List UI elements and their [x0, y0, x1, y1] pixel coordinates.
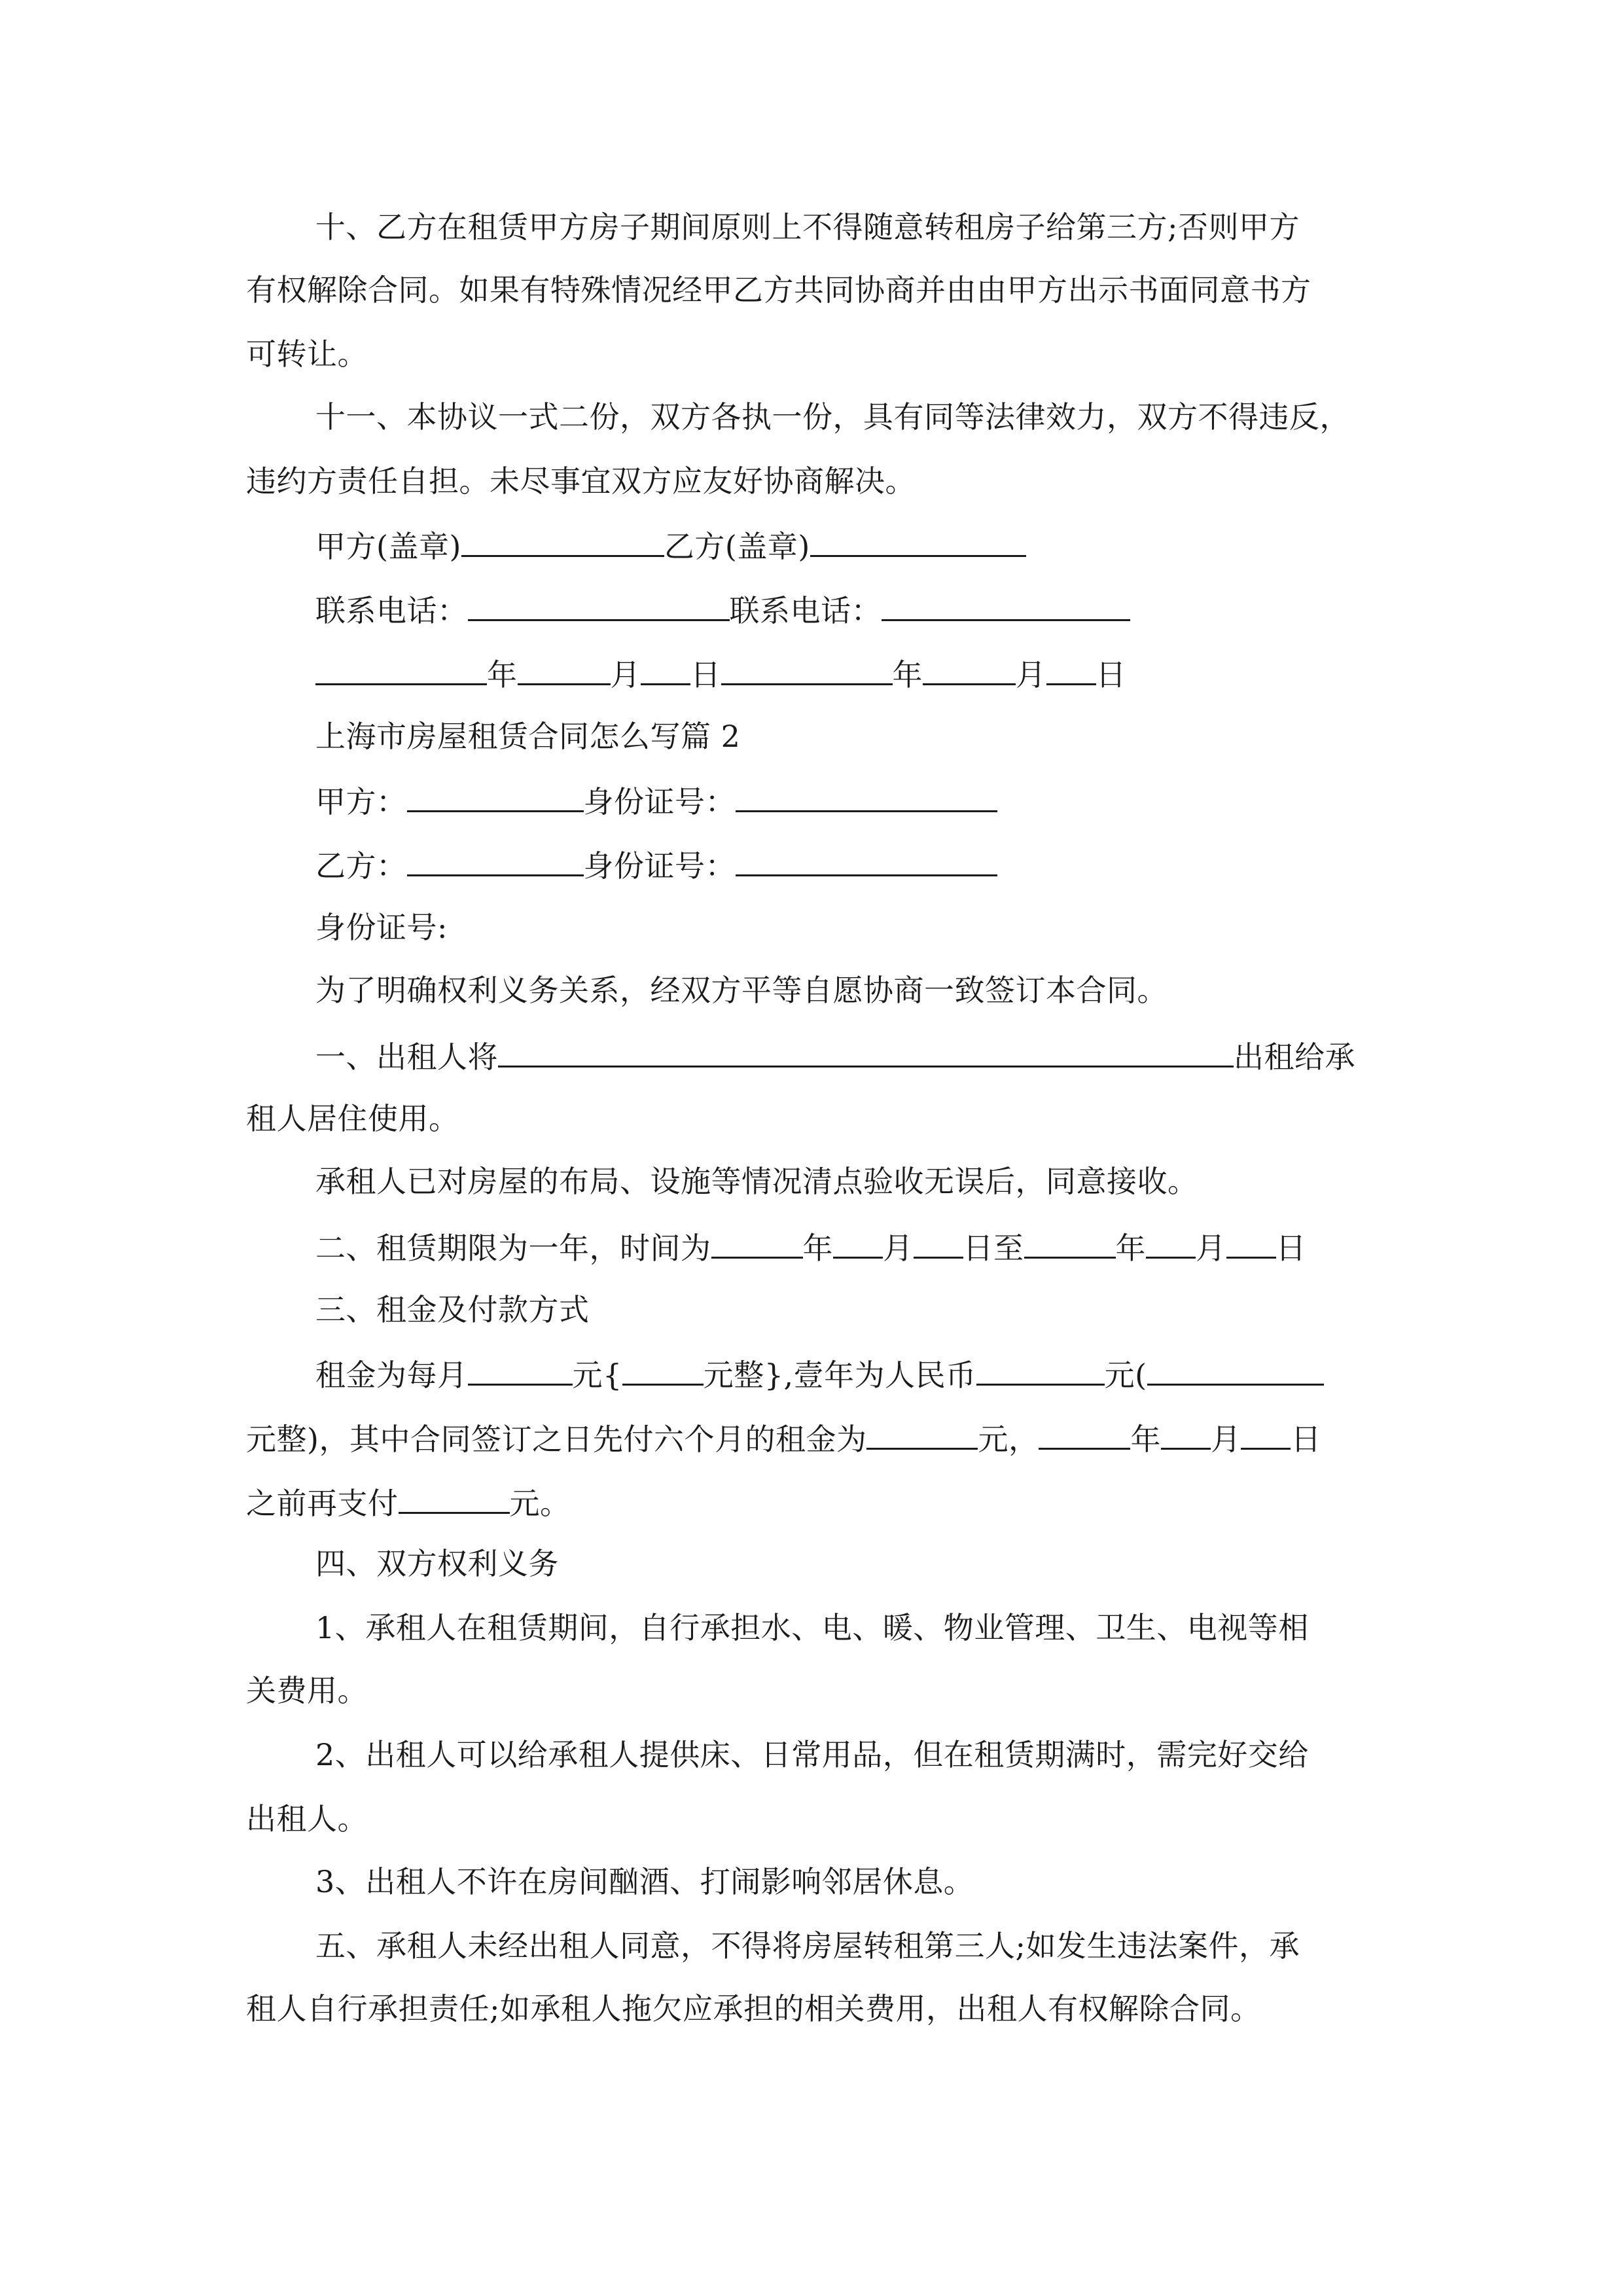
- section-title: 上海市房屋租赁合同怎么写篇 2: [315, 719, 741, 754]
- party-b-row: [315, 848, 997, 884]
- party-b-name-blank: [407, 848, 584, 876]
- article-5-line-1: 五、承租人未经出租人同意，不得将房屋转租第三人;如发生违法案件，承: [315, 1928, 1300, 1964]
- monthly-rent-blank: [468, 1357, 573, 1386]
- date-day-blank-a: [641, 657, 690, 685]
- pay-day-blank: [1241, 1422, 1291, 1450]
- date-row: [315, 657, 1126, 690]
- party-a-seal-label: 甲方(盖章): [315, 529, 461, 564]
- phone-blank-b: [882, 593, 1130, 621]
- id-label-line: 身份证号:: [315, 910, 448, 945]
- start-year-label: 年: [802, 1230, 833, 1266]
- end-month-blank: [1146, 1230, 1196, 1259]
- end-month-label: 月: [1196, 1230, 1226, 1266]
- end-year-label: 年: [1115, 1230, 1146, 1266]
- article-4-2-line-1: 2、出租人可以给承租人提供床、日常用品，但在租赁期满时，需完好交给: [315, 1737, 1309, 1772]
- date-day-blank-b: [1046, 657, 1096, 685]
- rent-yuan-brace: 元{: [572, 1357, 622, 1393]
- phone-blank-a: [468, 593, 730, 621]
- clause-10-line-1: 十、乙方在租赁甲方房子期间原则上不得随意转租房子给第三方;否则甲方: [315, 209, 1300, 245]
- article-2-lead: 二、租赁期限为一年，时间为: [315, 1230, 711, 1266]
- property-address-blank: [498, 1039, 1234, 1067]
- start-year-blank: [711, 1230, 803, 1259]
- clause-11-line-1: 十一、本协议一式二份，双方各执一份，具有同等法律效力，双方不得违反，: [315, 399, 1350, 435]
- party-b-seal-blank: [810, 529, 1026, 557]
- rent-line-2: [246, 1422, 1321, 1457]
- article-2-line: [315, 1230, 1306, 1266]
- party-b-label: 乙方：: [315, 848, 407, 884]
- signature-row: [315, 529, 1026, 562]
- article-4-2-line-2: 出租人。: [246, 1801, 368, 1837]
- prepay-amount-blank: [866, 1422, 978, 1450]
- clause-11-line-2: 违约方责任自担。未尽事宜双方应友好协商解决。: [246, 463, 916, 499]
- pay-month-label: 月: [1210, 1422, 1241, 1457]
- date-year-blank-b: [721, 657, 893, 685]
- start-month-blank: [833, 1230, 883, 1259]
- date-month-blank-a: [518, 657, 611, 685]
- intro-paragraph: 为了明确权利义务关系，经双方平等自愿协商一致签订本合同。: [315, 973, 1168, 1008]
- rent-line-3-end: 元。: [509, 1486, 571, 1521]
- rent-yuan-comma: 元，: [978, 1422, 1039, 1457]
- pay-month-blank: [1161, 1422, 1211, 1450]
- clause-10-line-2: 有权解除合同。如果有特殊情况经甲乙方共同协商并由由甲方出示书面同意书方: [246, 272, 1311, 308]
- rent-line-3-text: 之前再支付: [246, 1486, 399, 1521]
- article-1-note: 承租人已对房屋的布局、设施等情况清点验收无误后，同意接收。: [315, 1164, 1198, 1199]
- start-month-label: 月: [883, 1230, 914, 1266]
- date-day-b: 日: [1096, 657, 1126, 692]
- party-b-seal-label: 乙方(盖章): [664, 529, 810, 564]
- start-day-to-label: 日至: [963, 1230, 1024, 1266]
- phone-label-b: 联系电话：: [729, 593, 882, 628]
- article-1-line-2: 租人居住使用。: [246, 1101, 459, 1136]
- article-4-1-line-2: 关费用。: [246, 1673, 368, 1708]
- rent-line-3: [246, 1486, 571, 1521]
- rent-line-2-text: 元整)，其中合同签订之日先付六个月的租金为: [246, 1422, 867, 1457]
- party-b-id-label: 身份证号：: [583, 848, 736, 884]
- clause-10-line-3: 可转让。: [246, 336, 368, 372]
- party-b-id-blank: [736, 848, 997, 876]
- second-payment-blank: [399, 1486, 510, 1514]
- article-1-lead: 一、出租人将: [315, 1039, 498, 1075]
- end-day-label: 日: [1275, 1230, 1306, 1266]
- date-day-a: 日: [690, 657, 721, 692]
- date-year-b: 年: [892, 657, 923, 692]
- end-day-blank: [1226, 1230, 1276, 1259]
- article-4-1-line-1: 1、承租人在租赁期间，自行承担水、电、暖、物业管理、卫生、电视等相: [315, 1610, 1309, 1645]
- article-1-tail: 出租给承: [1234, 1039, 1355, 1075]
- article-4-title: 四、双方权利义务: [315, 1546, 559, 1581]
- date-month-a: 月: [610, 657, 641, 692]
- annual-rent-blank: [976, 1357, 1105, 1386]
- article-5-line-2: 租人自行承担责任;如承租人拖欠应承担的相关费用，出租人有权解除合同。: [246, 1991, 1261, 2026]
- pay-year-label: 年: [1130, 1422, 1161, 1457]
- party-a-id-blank: [736, 784, 997, 812]
- article-1-line-1: [315, 1039, 1355, 1075]
- article-4-3: 3、出租人不许在房间酗酒、打闹影响邻居休息。: [315, 1864, 974, 1899]
- annual-rent-words-blank: [1147, 1357, 1324, 1386]
- phone-label-a: 联系电话：: [315, 593, 468, 628]
- start-day-blank: [914, 1230, 963, 1259]
- monthly-rent-words-blank: [622, 1357, 704, 1386]
- pay-year-blank: [1039, 1422, 1130, 1450]
- date-year-a: 年: [487, 657, 518, 692]
- date-year-blank-a: [315, 657, 487, 685]
- party-a-id-label: 身份证号：: [583, 784, 736, 819]
- phone-row: [315, 593, 1130, 626]
- date-month-blank-b: [923, 657, 1016, 685]
- party-a-label: 甲方：: [315, 784, 407, 819]
- rent-line-1: [315, 1357, 1324, 1393]
- article-3-title: 三、租金及付款方式: [315, 1292, 590, 1327]
- rent-yuan-whole: 元整},壹年为人民币: [703, 1357, 976, 1393]
- pay-day-label: 日: [1291, 1422, 1321, 1457]
- end-year-blank: [1024, 1230, 1116, 1259]
- party-a-seal-blank: [461, 529, 664, 557]
- rent-lead: 租金为每月: [315, 1357, 468, 1393]
- rent-yuan-paren: 元(: [1104, 1357, 1147, 1393]
- party-a-row: [315, 784, 997, 817]
- party-a-name-blank: [407, 784, 584, 812]
- date-month-b: 月: [1016, 657, 1046, 692]
